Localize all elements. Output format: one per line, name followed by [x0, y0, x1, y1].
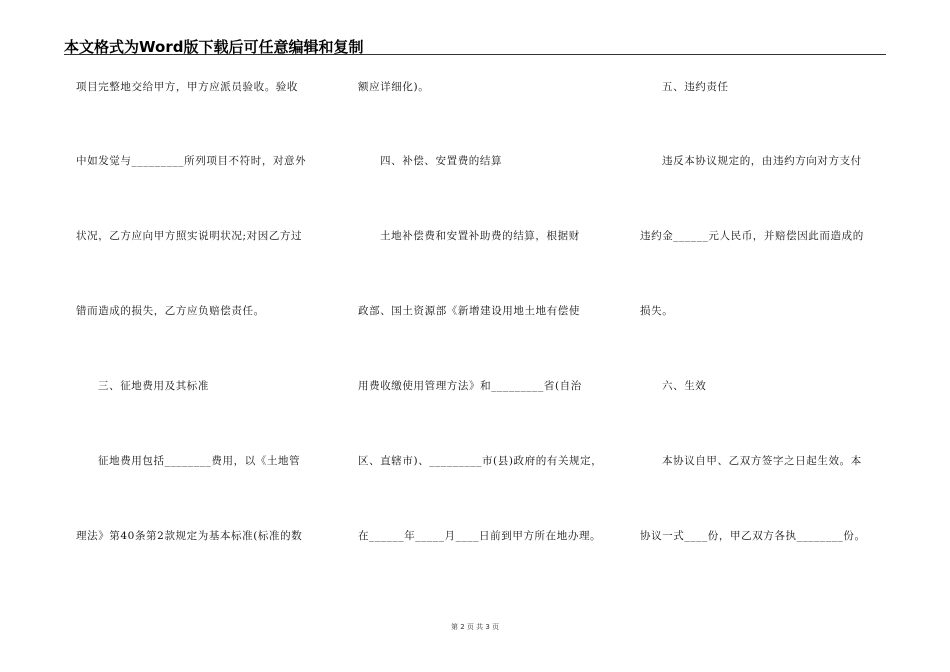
paragraph-line: 项目完整地交给甲方，甲方应派员验收。验收: [76, 81, 298, 93]
paragraph-line: 理法》第40条第2款规定为基本标准(标准的数: [76, 530, 303, 542]
paragraph-line: 征地费用包括________费用，以《土地管: [98, 455, 301, 467]
paragraph-line: 政部、国土资源部《新增建设用地土地有偿使: [358, 305, 580, 317]
text-column-1: [76, 0, 336, 672]
paragraph-line: 用费收缴使用管理方法》和_________省(自治: [358, 380, 582, 392]
page-number: 第 2 页 共 3 页: [450, 623, 500, 631]
paragraph-line: 损失。: [640, 305, 674, 317]
section-heading-4: 四、补偿、安置费的结算: [380, 155, 503, 167]
paragraph-line: 在______年_____月____日前到甲方所在地办理。: [358, 530, 602, 542]
section-heading-5: 五、违约责任: [662, 81, 729, 93]
paragraph-line: 违约金______元人民币，并赔偿因此而造成的: [640, 230, 864, 242]
paragraph-line: 土地补偿费和安置补助费的结算，根据财: [380, 230, 580, 242]
paragraph-line: 区、直辖市)、_________市(县)政府的有关规定，: [358, 455, 603, 467]
section-heading-3: 三、征地费用及其标准: [98, 380, 209, 392]
paragraph-line: 额应详细化)。: [358, 81, 430, 93]
paragraph-line: 错而造成的损失，乙方应负赔偿责任。: [76, 305, 265, 317]
text-column-2: [358, 0, 618, 672]
paragraph-line: 协议一式____份，甲乙双方各执________份。: [640, 530, 866, 542]
paragraph-line: 违反本协议规定的，由违约方向对方支付: [662, 155, 862, 167]
text-column-3: [640, 0, 890, 672]
paragraph-line: 状况，乙方应向甲方照实说明状况;对因乙方过: [76, 230, 303, 242]
document-header-title: 本文格式为Word版下载后可任意编辑和复制: [64, 38, 364, 56]
paragraph-line: 本协议自甲、乙双方签字之日起生效。本: [662, 455, 862, 467]
paragraph-line: 中如发觉与_________所列项目不符时，对意外: [76, 155, 307, 167]
section-heading-6: 六、生效: [662, 380, 707, 392]
